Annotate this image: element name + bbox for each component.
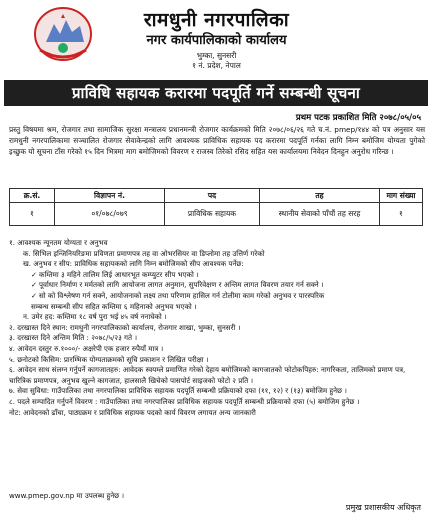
- table-row: [10, 203, 423, 226]
- col-serial: क्र.सं.: [10, 189, 55, 203]
- col-level: तह: [260, 189, 380, 203]
- letterhead: [0, 0, 433, 80]
- req-qualification-heading: १. आवश्यक न्यूनतम योग्यता र अनुभव: [9, 238, 108, 247]
- intro-paragraph: प्रस्तु विषयमा श्रम, रोजगार तथा सामाजिक सुरक्षा मन्त्रालय प्रधानमन्त्री रोजगार कार्यक्रमको मिति २०७८/०६/२६ गते च.नं. pmep/१४४ को पत्र अनुसार यस रामधुनी नगरपालिकामा सञ्चालित रोजगार सेवाकेन्द्रको लागि आवश्यक प्राविधिक सहायक पद करारमा पदपूर्ति गर्नका लागि निम्न बमोजिम योग्यता पुगेको इच्छुक यो सूचना टाँस गरेको १५ दिन भित्रमा माग बमोजिमको विवरण र राजस्व तिरेको रसिद सहित यस कार्यालयमा निवेदन दिनहुन अनुरोध गरिन्छ ।: [9, 125, 425, 156]
- list-item: ✓ पूर्वाधार निर्माण र मर्मतको लागि आयोजना लागत अनुमान, सुपरिवेक्षण र अन्तिम लागत विवरण तयार गर्न सक्ने ।: [31, 280, 324, 290]
- cell-post: प्राविधिक सहायक: [165, 203, 260, 226]
- req-age: न. उमेर हद: कम्तिमा १८ वर्ष पुरा भई ४५ वर्ष ननाघेको ।: [23, 312, 167, 322]
- col-ad-number: विज्ञापन नं.: [55, 189, 165, 203]
- list-item: ✓ सो को विश्लेषण गर्न सक्ने, आयोजनाको लक्ष्य तथा परिणाम हासिल गर्न टोलीमा काम गरेको अनुभव र पारस्परिक: [31, 290, 325, 300]
- cell-level: स्थानीय सेवाको पाँचौं तह सरह: [260, 203, 380, 226]
- req-application-place: २. दरखास्त दिने स्थान: रामधुनी नगरपालिकाको कार्यालय, रोजगार शाखा, भुम्का, सुनसरी ।: [9, 322, 241, 332]
- cell-quantity: १: [380, 203, 423, 226]
- notice-title-banner: प्राविधि सहायक करारमा पदपूर्ति गर्ने सम्बन्धी सूचना: [4, 80, 428, 106]
- office-province: १ नं. प्रदेश, नेपाल: [192, 61, 241, 70]
- requirements-list: [9, 238, 425, 418]
- req-documents: ६. आवेदन साथ संलग्न गर्नुपर्ने कागजातहरु: आवेदक स्वयम्ले प्रमाणित गरेको देहाय बमोजिमको कागजातको फोटोकपिहरु: नागरिकता, तालिमको प्रमाण पत्र, चारित्रिक प्रमाणपत्र, अनुभव खुल्ने कागजात, हालसालै खिचेको पासपोर्ट साइजको फोटो २ प्रति ।: [9, 365, 406, 385]
- req-fee: ४. आवेदन दस्तुर रु.१०००/- अक्षरेपी एक हजार रुपैयाँ मात्र ।: [9, 343, 164, 353]
- req-education: क. सिभिल इन्जिनियरिङमा प्रविणता प्रमाणपत्र तह वा ओभरसियर वा डिप्लोमा तह उत्तिर्ण गरेको: [23, 248, 265, 258]
- req-note: नोट: आवेदनको ढाँचा, पाठ्यक्रम र प्राविधिक सहायक पदको कार्य विवरण लगायत अन्य जानकारी: [9, 407, 256, 417]
- col-post: पद: [165, 189, 260, 203]
- list-item-continued: सम्बन्ध सम्बन्धी सीप सहित कम्तिमा ६ महिनाको अनुभव भएको ।: [31, 301, 197, 311]
- req-deadline: ३. दरखास्त दिने अन्तिम मिति : २०७८/५/२३ गते ।: [9, 333, 138, 343]
- cell-ad-number: ०१/०७८/०७९: [55, 203, 165, 226]
- office-name: नगर कार्यपालिकाको कार्यालय: [146, 33, 287, 48]
- check-bullet-icon: ✓: [31, 280, 37, 290]
- list-item: ✓ कम्तिमा ३ महिने तालिम लिई आधारभूत कम्प्युटर सीप भएको ।: [31, 269, 199, 279]
- cell-serial: १: [10, 203, 55, 226]
- table-header-row: [10, 189, 423, 203]
- req-duties: ८. पदले सम्पादित गर्नुपर्ने विवरण : गाउँपालिका तथा नगरपालिका प्राविधिक सहायक पदपूर्ति सम्बन्धी प्रक्रियाको दफा (५) बमोजिम हुनेछ ।: [9, 396, 360, 406]
- vacancy-table: [9, 188, 423, 226]
- req-benefits: ७. सेवा सुविधा: गाउँपालिका तथा नगरपालिका प्राविधिक सहायक पदपूर्ति सम्बन्धी प्रक्रियाको दफा (११, १२) र (१३) बमोजिम हुनेछ ।: [9, 386, 347, 396]
- office-address: भुम्का, सुनसरी: [196, 51, 237, 60]
- municipality-name: रामधुनी नगरपालिका: [143, 9, 290, 31]
- website-line: www.pmep.gov.np मा उपलब्ध हुनेछ ।: [9, 491, 125, 500]
- publish-date: प्रथम पटक प्रकाशित मिति २०७८/०५/०५: [295, 113, 421, 123]
- check-bullet-icon: ✓: [31, 290, 37, 300]
- col-quantity: माग संख्या: [380, 189, 423, 203]
- req-selection: ५. छनोटको किसिम: प्रारम्भिक योग्यताक्रमको सूचि प्रकाशन र लिखित परीक्षा ।: [9, 354, 209, 364]
- check-bullet-icon: ✓: [31, 269, 37, 279]
- signatory: प्रमुख प्रशासकीय अधिकृत: [345, 503, 421, 512]
- req-experience: ख. अनुभव र सीप: प्राविधिक सहायकको लागि निम्न बमोजिमको सीप आवश्यक पर्नेछ:: [23, 259, 244, 269]
